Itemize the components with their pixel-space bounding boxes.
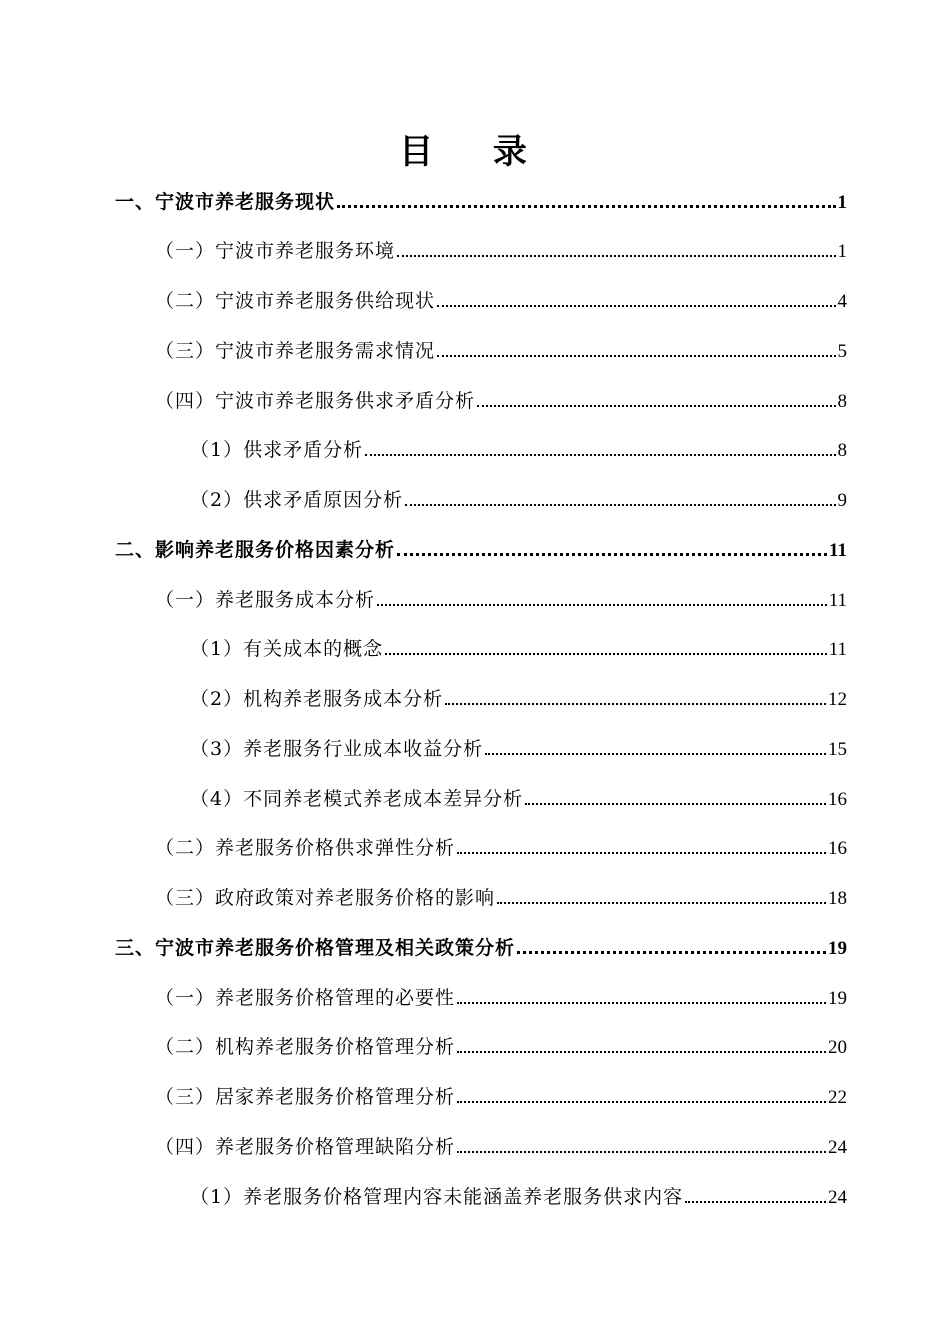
toc-entry[interactable] [155, 237, 847, 265]
toc-entry-label: （三）政府政策对养老服务价格的影响 [155, 887, 496, 909]
toc-entry-label: （四）宁波市养老服务供求矛盾分析 [155, 390, 476, 412]
toc-entry-label: 三、宁波市养老服务价格管理及相关政策分析 [115, 937, 516, 959]
toc-entry[interactable] [115, 536, 847, 564]
page-title: 目 录 [399, 132, 551, 172]
dot-leader [525, 803, 826, 805]
dot-leader [457, 1101, 826, 1103]
dot-leader [485, 753, 826, 755]
toc-entry[interactable] [190, 635, 847, 663]
toc-entry-page: 8 [837, 440, 847, 461]
dot-leader [437, 355, 835, 357]
toc-entry[interactable] [155, 834, 847, 862]
toc-entry-page: 5 [837, 341, 847, 362]
toc-entry-label: （二）宁波市养老服务供给现状 [155, 290, 436, 312]
toc-entry-page: 22 [828, 1087, 847, 1108]
dot-leader [365, 454, 835, 456]
toc-entry-label: （3）养老服务行业成本收益分析 [190, 738, 484, 760]
toc-entry[interactable] [155, 387, 847, 415]
toc-entry-label: （1）养老服务价格管理内容未能涵盖养老服务供求内容 [190, 1186, 684, 1208]
toc-entry-page: 24 [828, 1187, 847, 1208]
toc-entry[interactable] [190, 785, 847, 813]
toc-entry-page: 1 [837, 241, 847, 262]
toc-entry-label: （二）机构养老服务价格管理分析 [155, 1036, 456, 1058]
toc-entry-page: 9 [837, 490, 847, 511]
toc-entry[interactable] [115, 188, 847, 216]
toc-entry-label: （一）宁波市养老服务环境 [155, 240, 396, 262]
toc-entry[interactable] [155, 337, 847, 365]
toc-entry-page: 24 [828, 1137, 847, 1158]
toc-entry-page: 18 [828, 888, 847, 909]
toc-entry-page: 12 [828, 689, 847, 710]
toc-entry[interactable] [190, 436, 847, 464]
toc-entry-page: 11 [828, 639, 847, 660]
toc-entry-page: 11 [829, 540, 847, 561]
toc-entry[interactable] [190, 1183, 847, 1211]
dot-leader [457, 1002, 826, 1004]
toc-entry-label: （2）机构养老服务成本分析 [190, 688, 444, 710]
toc-entry-label: 二、影响养老服务价格因素分析 [115, 539, 396, 561]
dot-leader [337, 205, 835, 208]
toc-entry[interactable] [155, 1033, 847, 1061]
toc-entry-label: （2）供求矛盾原因分析 [190, 489, 404, 511]
toc-entry-label: （四）养老服务价格管理缺陷分析 [155, 1136, 456, 1158]
toc-entry-page: 4 [837, 291, 847, 312]
dot-leader [445, 703, 826, 705]
toc-entry-label: （三）宁波市养老服务需求情况 [155, 340, 436, 362]
toc-entry-label: （二）养老服务价格供求弹性分析 [155, 837, 456, 859]
toc-entry-label: （一）养老服务成本分析 [155, 589, 376, 611]
toc-entry[interactable] [190, 486, 847, 514]
toc-entry-label: 一、宁波市养老服务现状 [115, 191, 336, 213]
dot-leader [397, 255, 835, 257]
dot-leader [377, 604, 827, 606]
toc-entry[interactable] [155, 884, 847, 912]
toc-entry-label: （1）供求矛盾分析 [190, 439, 364, 461]
dot-leader [437, 305, 835, 307]
dot-leader [457, 852, 826, 854]
toc-entry-page: 19 [828, 988, 847, 1009]
toc-entry-page: 20 [828, 1037, 847, 1058]
dot-leader [517, 951, 826, 954]
dot-leader [385, 653, 827, 655]
dot-leader [477, 405, 835, 407]
toc-entry[interactable] [155, 984, 847, 1012]
toc-entry-label: （一）养老服务价格管理的必要性 [155, 987, 456, 1009]
toc-entry[interactable] [155, 1083, 847, 1111]
toc-entry-label: （三）居家养老服务价格管理分析 [155, 1086, 456, 1108]
toc-entry-label: （4）不同养老模式养老成本差异分析 [190, 788, 524, 810]
dot-leader [397, 553, 827, 556]
toc-entry[interactable] [190, 735, 847, 763]
toc-entry-page: 1 [837, 192, 847, 213]
toc-entry[interactable] [190, 685, 847, 713]
toc-entry-page: 16 [828, 838, 847, 859]
toc-entry-page: 8 [837, 391, 847, 412]
dot-leader [457, 1151, 826, 1153]
dot-leader [497, 902, 826, 904]
toc-entry-page: 15 [828, 739, 847, 760]
toc-entry[interactable] [155, 1133, 847, 1161]
toc-entry[interactable] [155, 586, 847, 614]
toc-entry-page: 19 [828, 938, 847, 959]
toc-entry-page: 11 [828, 590, 847, 611]
toc-entry-page: 16 [828, 789, 847, 810]
toc-entry[interactable] [155, 287, 847, 315]
toc-entry-label: （1）有关成本的概念 [190, 638, 384, 660]
dot-leader [457, 1051, 826, 1053]
dot-leader [685, 1201, 826, 1203]
dot-leader [405, 504, 835, 506]
toc-entry[interactable] [115, 934, 847, 962]
